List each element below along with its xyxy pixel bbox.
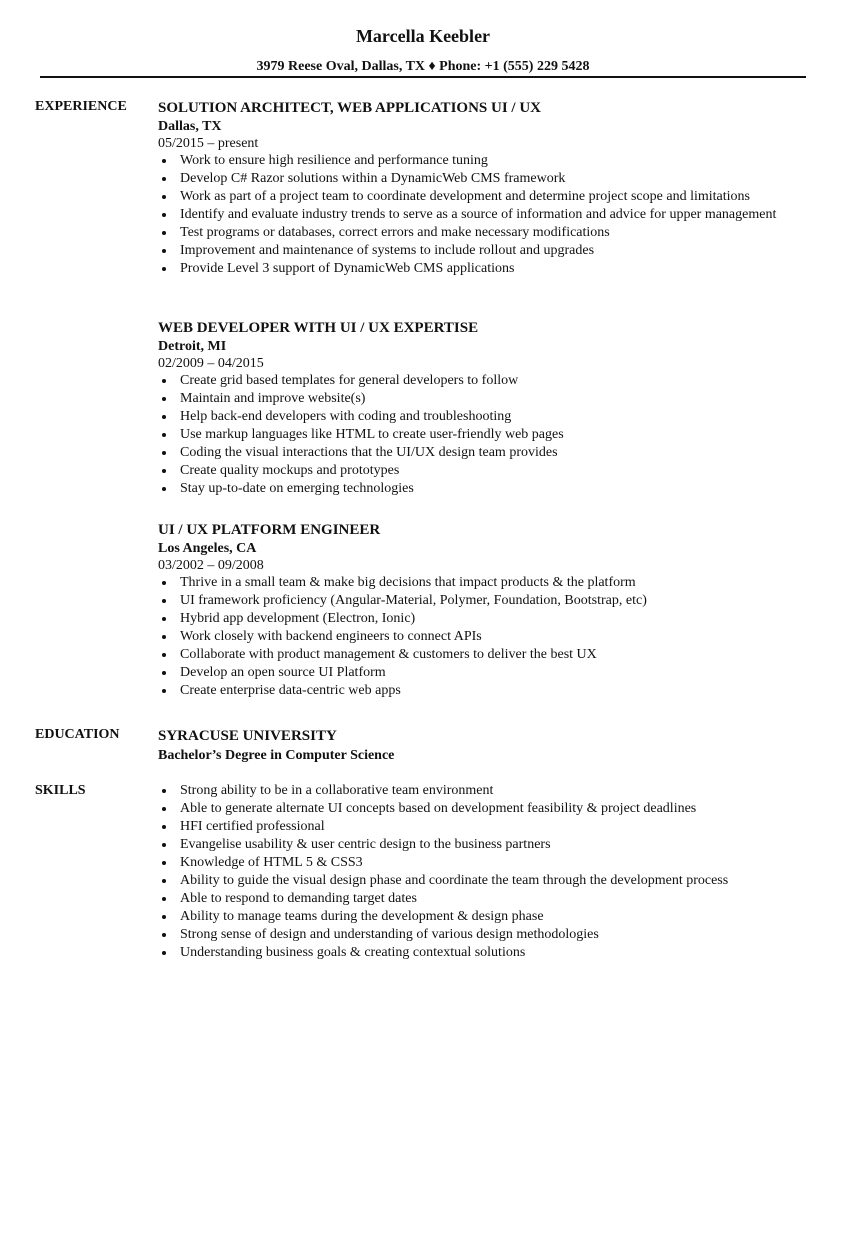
job-title: WEB DEVELOPER WITH UI / UX EXPERTISE	[158, 320, 479, 336]
degree: Bachelor’s Degree in Computer Science	[158, 748, 395, 763]
list-item: Coding the visual interactions that the UI/UX design team provides	[158, 444, 818, 462]
job-bullets	[158, 152, 818, 278]
list-item: Understanding business goals & creating contextual solutions	[158, 944, 818, 962]
list-item: Identify and evaluate industry trends to serve as a source of information and advice for upper management	[158, 206, 818, 224]
job-entry	[158, 98, 818, 278]
list-item: HFI certified professional	[158, 818, 818, 836]
list-item: Develop an open source UI Platform	[158, 664, 818, 682]
skills-list	[158, 782, 818, 962]
list-item: Knowledge of HTML 5 & CSS3	[158, 854, 818, 872]
list-item: Strong ability to be in a collaborative team environment	[158, 782, 818, 800]
job-title: UI / UX PLATFORM ENGINEER	[158, 522, 381, 538]
list-item: Collaborate with product management & customers to deliver the best UX	[158, 646, 818, 664]
job-entry	[158, 318, 818, 498]
list-item: Provide Level 3 support of DynamicWeb CMS applications	[158, 260, 818, 278]
list-item: Ability to manage teams during the development & design phase	[158, 908, 818, 926]
job-title: SOLUTION ARCHITECT, WEB APPLICATIONS UI / UX	[158, 100, 541, 116]
list-item: Able to respond to demanding target dates	[158, 890, 818, 908]
header-divider	[40, 76, 806, 78]
contact-line: 3979 Reese Oval, Dallas, TX ♦ Phone: +1 (555) 229 5428	[256, 59, 590, 74]
list-item: Evangelise usability & user centric design to the business partners	[158, 836, 818, 854]
job-bullets	[158, 372, 818, 498]
list-item: Use markup languages like HTML to create user-friendly web pages	[158, 426, 818, 444]
list-item: Create grid based templates for general developers to follow	[158, 372, 818, 390]
job-bullets	[158, 574, 818, 700]
job-entry	[158, 520, 818, 700]
resume-header	[0, 24, 846, 76]
list-item: Create enterprise data-centric web apps	[158, 682, 818, 700]
section-label-experience: EXPERIENCE	[35, 99, 127, 114]
list-item: Help back-end developers with coding and troubleshooting	[158, 408, 818, 426]
list-item: Able to generate alternate UI concepts based on development feasibility & project deadlines	[158, 800, 818, 818]
list-item: Develop C# Razor solutions within a DynamicWeb CMS framework	[158, 170, 818, 188]
list-item: Hybrid app development (Electron, Ionic)	[158, 610, 818, 628]
section-label-skills: SKILLS	[35, 783, 86, 798]
list-item: Improvement and maintenance of systems to include rollout and upgrades	[158, 242, 818, 260]
skills-bullets	[158, 782, 818, 962]
list-item: Create quality mockups and prototypes	[158, 462, 818, 480]
section-label-education: EDUCATION	[35, 727, 120, 742]
job-location: Detroit, MI	[158, 339, 227, 354]
school-name: SYRACUSE UNIVERSITY	[158, 728, 337, 744]
education-entry	[158, 726, 818, 766]
job-dates: 05/2015 – present	[158, 136, 259, 151]
list-item: Thrive in a small team & make big decisions that impact products & the platform	[158, 574, 818, 592]
job-dates: 02/2009 – 04/2015	[158, 356, 264, 371]
list-item: Maintain and improve website(s)	[158, 390, 818, 408]
list-item: Test programs or databases, correct errors and make necessary modifications	[158, 224, 818, 242]
list-item: Work closely with backend engineers to connect APIs	[158, 628, 818, 646]
list-item: Strong sense of design and understanding of various design methodologies	[158, 926, 818, 944]
list-item: Ability to guide the visual design phase and coordinate the team through the development process	[158, 872, 818, 890]
candidate-name: Marcella Keebler	[355, 26, 491, 46]
list-item: UI framework proficiency (Angular-Material, Polymer, Foundation, Bootstrap, etc)	[158, 592, 818, 610]
job-dates: 03/2002 – 09/2008	[158, 558, 264, 573]
job-location: Los Angeles, CA	[158, 541, 257, 556]
job-location: Dallas, TX	[158, 119, 222, 134]
list-item: Work as part of a project team to coordinate development and determine project scope and limitations	[158, 188, 818, 206]
list-item: Stay up-to-date on emerging technologies	[158, 480, 818, 498]
list-item: Work to ensure high resilience and performance tuning	[158, 152, 818, 170]
